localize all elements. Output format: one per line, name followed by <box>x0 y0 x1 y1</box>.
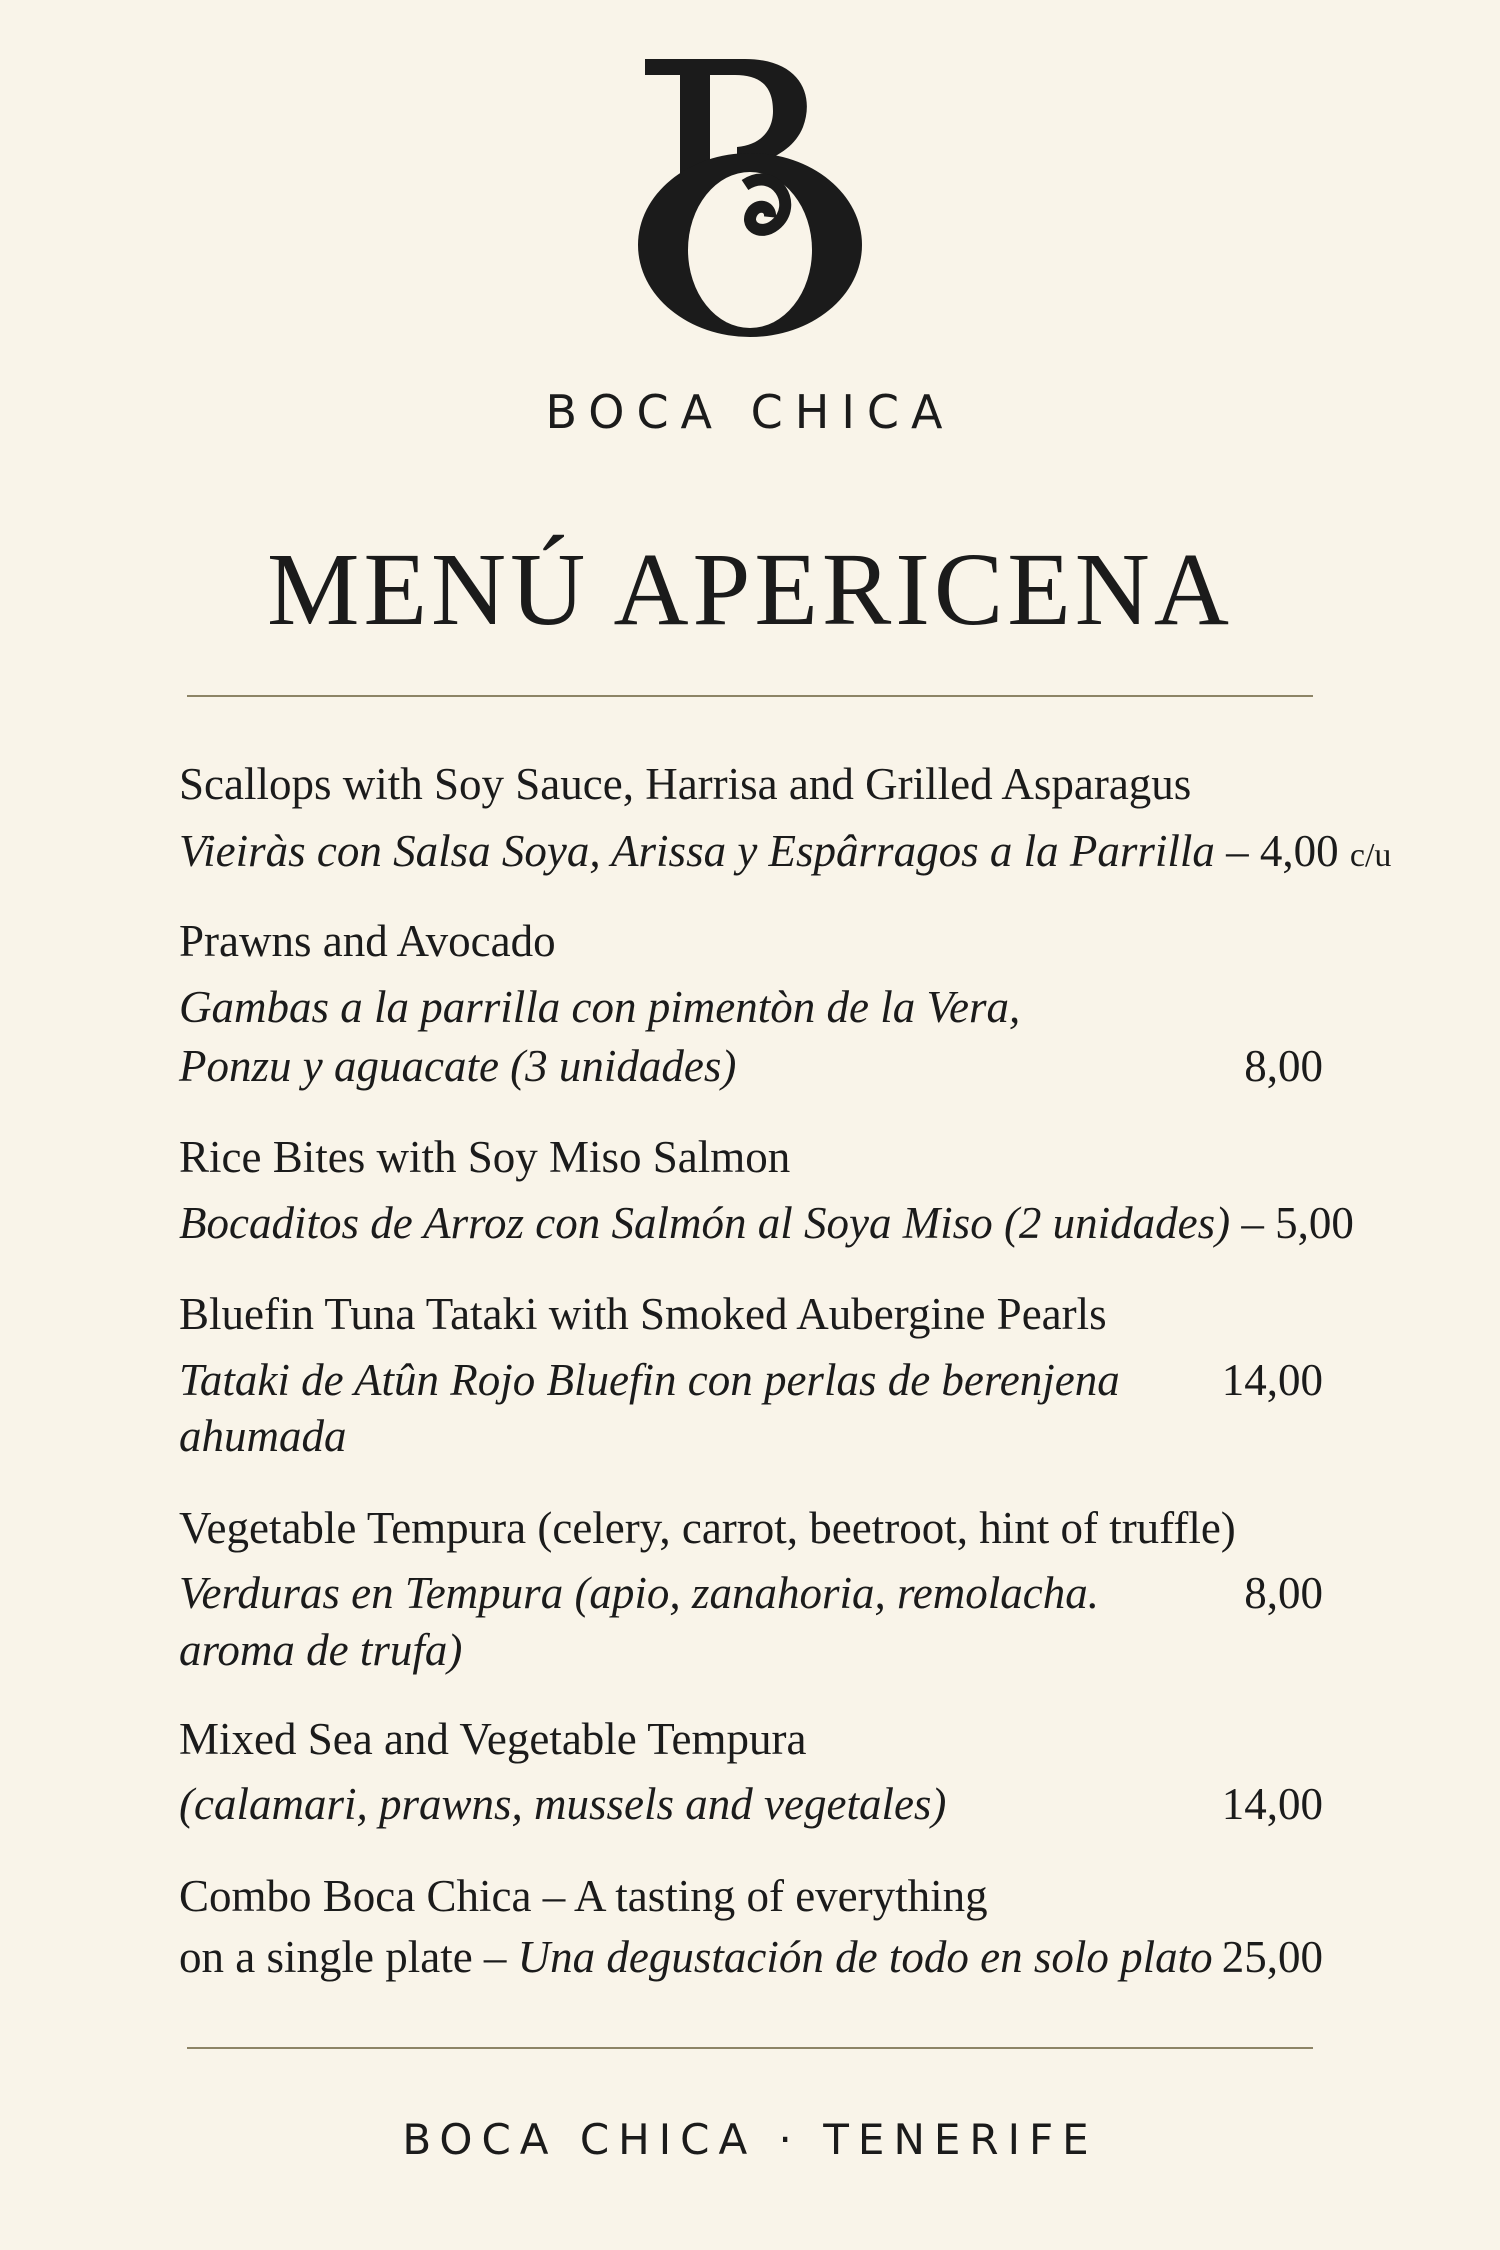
item-name: Mixed Sea and Vegetable Tempura <box>179 1714 807 1764</box>
item-description: Verduras en Tempura (apio, zanahoria, remolacha. <box>179 1568 1099 1618</box>
divider-bottom <box>187 2047 1313 2049</box>
page-title: MENÚ APERICENA <box>266 532 1234 647</box>
item-price: 4,00 <box>1259 826 1339 876</box>
item-unit: c/u <box>1349 837 1392 874</box>
item-name: Rice Bites with Soy Miso Salmon <box>179 1132 791 1182</box>
item-name: Bluefin Tuna Tataki with Smoked Aubergine Pearls <box>179 1289 1107 1339</box>
item-price: 25,00 <box>1221 1932 1323 1982</box>
item-name: Combo Boca Chica – A tasting of everything <box>179 1871 988 1921</box>
item-description: Gambas a la parrilla con pimentòn de la Vera, <box>179 982 1021 1032</box>
item-price: 14,00 <box>1221 1779 1323 1829</box>
item-price: 8,00 <box>1244 1041 1323 1091</box>
item-price: 5,00 <box>1275 1198 1354 1248</box>
item-price: 14,00 <box>1221 1355 1323 1405</box>
item-description: Tataki de Atûn Rojo Bluefin con perlas de berenjena <box>179 1355 1120 1405</box>
boca-chica-logo <box>625 55 875 345</box>
item-name: Prawns and Avocado <box>179 916 556 966</box>
item-description: ahumada <box>179 1411 347 1461</box>
item-description: Bocaditos de Arroz con Salmón al Soya Miso (2 unidades) – 5,00 <box>179 1198 1354 1248</box>
brand-name: BOCA CHICA <box>545 385 955 439</box>
item-name: Vegetable Tempura (celery, carrot, beetroot, hint of truffle) <box>179 1503 1236 1553</box>
item-price: 8,00 <box>1244 1568 1323 1618</box>
item-description: (calamari, prawns, mussels and vegetales) <box>179 1779 947 1829</box>
divider-top <box>187 695 1313 697</box>
item-description: on a single plate – Una degustación de todo en solo plato <box>179 1932 1213 1982</box>
item-description: Ponzu y aguacate (3 unidades) <box>179 1041 737 1091</box>
item-name: Scallops with Soy Sauce, Harrisa and Grilled Asparagus <box>179 759 1192 809</box>
item-description: Vieiràs con Salsa Soya, Arissa y Espârragos a la Parrilla – 4,00 c/u <box>179 826 1392 876</box>
footer-text: BOCA CHICA · TENERIFE <box>402 2115 1098 2164</box>
item-description: aroma de trufa) <box>179 1625 463 1675</box>
